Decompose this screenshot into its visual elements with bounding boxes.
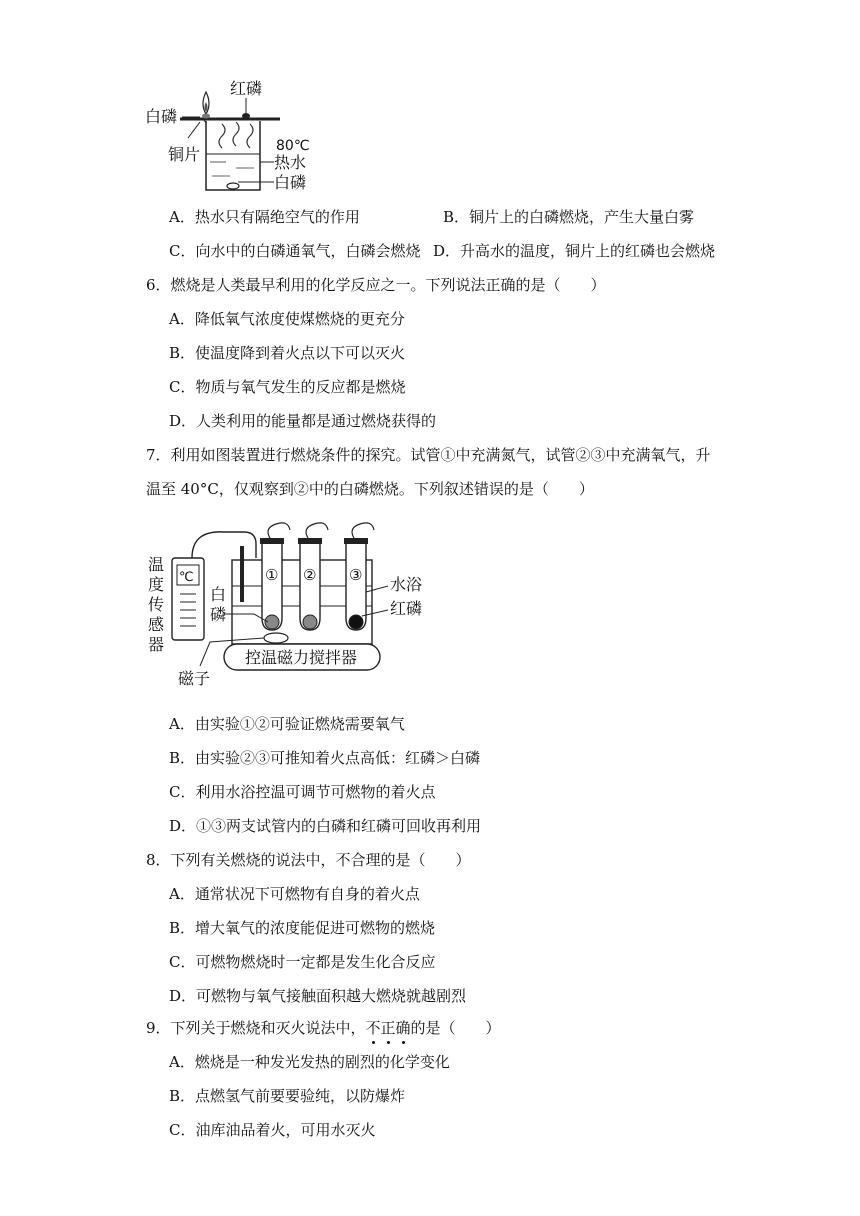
q5-option-c: C．向水中的白磷通氧气，白磷会燃烧 — [169, 242, 421, 260]
q9-stem: 9．下列关于燃烧和灭火说法中，不正确的是（ ） — [146, 1019, 501, 1037]
emphasis-dot — [372, 1041, 375, 1044]
q7-option-a: A．由实验①②可验证燃烧需要氧气 — [169, 715, 405, 733]
white-p-char-1: 白 — [210, 585, 227, 604]
q8-option-b: B．增大氧气的浓度能促进可燃物的燃烧 — [169, 919, 436, 937]
q6-stem: 6．燃烧是人类最早利用的化学反应之一。下列说法正确的是（ ） — [146, 276, 606, 294]
tube-label-3: ③ — [349, 566, 363, 584]
label-temperature: 80℃ — [276, 138, 310, 154]
label-red-phosphorus: 红磷 — [390, 599, 423, 618]
label-copper: 铜片 — [168, 145, 201, 164]
q7-stem-line1: 7．利用如图装置进行燃烧条件的探究。试管①中充满氮气，试管②③中充满氧气，升 — [146, 446, 711, 464]
label-stirrer: 控温磁力搅拌器 — [245, 648, 358, 667]
white-p-char-2: 磷 — [210, 605, 227, 624]
sensor-label-char-3: 传 — [148, 595, 165, 614]
q7-option-d: D．①③两支试管内的白磷和红磷可回收再利用 — [169, 817, 482, 835]
q7-stem-line2: 温至 40°C，仅观察到②中的白磷燃烧。下列叙述错误的是（ ） — [146, 480, 594, 498]
tube-label-1: ① — [265, 566, 279, 584]
q8-option-c: C．可燃物燃烧时一定都是发生化合反应 — [169, 953, 436, 971]
q9-option-b: B．点燃氢气前要要验纯，以防爆炸 — [169, 1087, 406, 1105]
label-white-phosphorus-bottom: 白磷 — [274, 173, 307, 192]
q5-option-b: B．铜片上的白磷燃烧，产生大量白雾 — [443, 208, 695, 226]
label-water-bath: 水浴 — [390, 575, 423, 594]
q9-option-a: A．燃烧是一种发光发热的剧烈的化学变化 — [169, 1053, 450, 1071]
sensor-label-char-4: 感 — [148, 615, 165, 634]
sensor-label-char-2: 度 — [148, 575, 165, 594]
label-magnet: 磁子 — [178, 669, 211, 688]
label-red-phosphorus: 红磷 — [230, 79, 263, 98]
label-hot-water: 热水 — [274, 153, 307, 172]
label-white-phosphorus-top: 白磷 — [145, 107, 178, 126]
emphasis-dot — [387, 1041, 390, 1044]
q7-option-b: B．由实验②③可推知着火点高低：红磷＞白磷 — [169, 749, 481, 767]
figure-combustion-beaker — [140, 74, 320, 200]
q9-option-c: C．油库油品着火，可用水灭火 — [169, 1121, 376, 1139]
emphasis-dot — [402, 1041, 405, 1044]
q6-option-d: D．人类利用的能量都是通过燃烧获得的 — [169, 412, 437, 430]
q8-stem: 8．下列有关燃烧的说法中，不合理的是（ ） — [146, 851, 471, 869]
q5-option-d: D．升高水的温度，铜片上的红磷也会燃烧 — [433, 242, 716, 260]
q8-option-d: D．可燃物与氧气接触面积越大燃烧就越剧烈 — [169, 987, 467, 1005]
q6-option-b: B．使温度降到着火点以下可以灭火 — [169, 344, 406, 362]
sensor-display: ℃ — [179, 570, 194, 585]
tube-label-2: ② — [303, 566, 317, 584]
figure-combustion-test-tubes — [144, 518, 424, 690]
q6-option-c: C．物质与氧气发生的反应都是燃烧 — [169, 378, 406, 396]
q6-option-a: A．降低氧气浓度使煤燃烧的更充分 — [169, 310, 405, 328]
sensor-label-char-5: 器 — [148, 635, 165, 654]
sensor-label-char-1: 温 — [148, 555, 165, 574]
q8-option-a: A．通常状况下可燃物有自身的着火点 — [169, 885, 420, 903]
q5-option-a: A．热水只有隔绝空气的作用 — [169, 208, 360, 226]
q7-option-c: C．利用水浴控温可调节可燃物的着火点 — [169, 783, 436, 801]
